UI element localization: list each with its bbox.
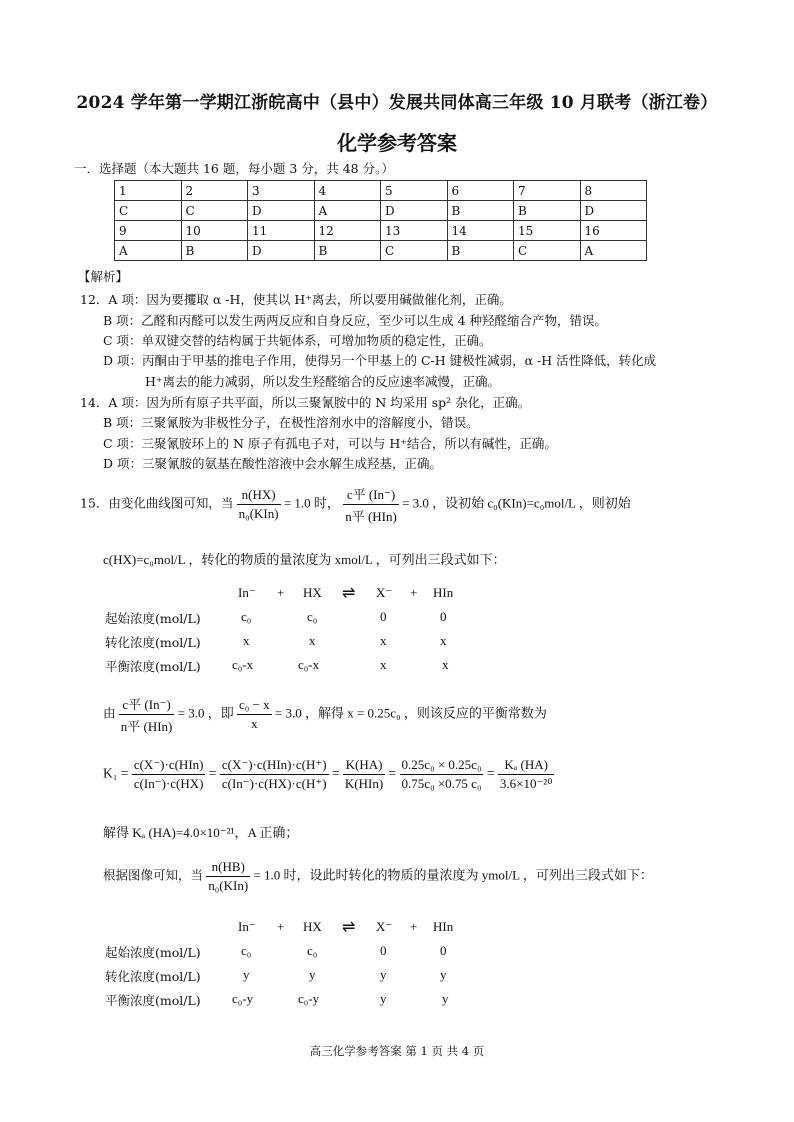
- question-number-cell: 12: [314, 221, 381, 241]
- ice-cell: y: [380, 991, 387, 1006]
- answer-table-answer-row: [115, 201, 647, 221]
- answer-cell: D: [248, 201, 315, 221]
- fraction-numerator: 0.25c₀ × 0.25c₀: [400, 757, 484, 775]
- answer-cell: B: [314, 241, 381, 261]
- question-number-cell: 14: [447, 221, 514, 241]
- answer-table-answer-row: [115, 241, 647, 261]
- ice-cell: x: [440, 633, 447, 648]
- fraction-denominator: n平 (HIn): [120, 719, 173, 734]
- q15-line-5: [103, 859, 653, 894]
- fraction-denominator: c(In⁻)·c(HX): [133, 776, 204, 791]
- answer-cell: B: [447, 201, 514, 221]
- ice-head: +: [410, 585, 418, 600]
- ice-cell: y: [440, 967, 447, 982]
- ice-row-label: 转化浓度(mol/L): [105, 635, 201, 650]
- answer-cell: B: [447, 241, 514, 261]
- fraction-denominator: n₀(KIn): [208, 878, 249, 893]
- analysis-label: 【解析】: [78, 269, 129, 284]
- k1-equation: [103, 757, 554, 792]
- k1-fraction-1: [132, 757, 206, 792]
- answer-cell: D: [580, 201, 647, 221]
- question-number-cell: 10: [181, 221, 248, 241]
- ice-cell: c₀: [241, 609, 252, 624]
- fraction-n-hb: [206, 859, 250, 894]
- fraction-n-hx: [237, 487, 281, 522]
- fraction-numerator: n(HX): [237, 487, 281, 505]
- answer-cell: B: [514, 201, 581, 221]
- answer-cell: B: [181, 241, 248, 261]
- answer-cell: A: [314, 201, 381, 221]
- equals-sign: =: [486, 765, 495, 781]
- ice-head: +: [410, 919, 418, 934]
- q12-line-d-cont: H⁺离去的能力减弱，所以发生羟醛缩合的反应速率减慢，正确。: [145, 374, 500, 389]
- question-number-cell: 15: [514, 221, 581, 241]
- answer-cell: D: [248, 241, 315, 261]
- document-subtitle: 化学参考答案: [337, 131, 457, 155]
- q12-line-d: D 项：丙酮由于甲基的推电子作用，使得另一个甲基上的 C-H 键极性减弱，α -H 活性降低，转化成: [103, 353, 657, 368]
- ice-cell: c₀: [307, 609, 318, 624]
- fraction-numerator: Kₐ (HA): [498, 757, 555, 775]
- ice-cell: 0: [440, 943, 447, 958]
- section-heading: 一．选择题（本大题共 16 题，每小题 3 分，共 48 分。）: [74, 161, 394, 176]
- q15-line-2: c(HX)=c₀mol/L ，转化的物质的量浓度为 xmol/L ，可列出三段式如下：: [103, 552, 506, 567]
- fraction-numerator: c₀ − x: [237, 697, 272, 715]
- k1-fraction-4: [400, 757, 484, 792]
- ice-table-2: [0, 919, 794, 1011]
- equals-text: = 3.0 ，设初始 c₀(KIn)=c₀mol/L ，则初始: [402, 495, 631, 511]
- question-number-cell: 2: [181, 181, 248, 201]
- ice-cell: x: [380, 657, 387, 672]
- ice-cell: x: [309, 633, 316, 648]
- ice-head: +: [277, 585, 285, 600]
- fraction-denominator: x: [251, 716, 258, 731]
- fraction-numerator: K(HA): [343, 757, 385, 775]
- q14-line-c: C 项：三聚氰胺环上的 N 原子有孤电子对，可以与 H⁺结合，所以有碱性，正确。: [103, 436, 557, 451]
- fraction-c0-x: [237, 697, 272, 732]
- q12-line-a: 12．A 项：因为要攫取 α -H，使其以 H⁺离去，所以要用碱做催化剂，正确。: [80, 292, 512, 307]
- ice-cell: c₀-y: [298, 991, 320, 1006]
- equals-sign: =: [388, 765, 397, 781]
- question-number-cell: 16: [580, 221, 647, 241]
- answer-cell: C: [181, 201, 248, 221]
- equals-sign: =: [331, 765, 340, 781]
- ice-head: HIn: [433, 585, 454, 600]
- text-intro: 根据图像可知，当: [103, 867, 204, 883]
- ice-cell: c₀: [307, 943, 318, 958]
- q15-line-1: [80, 484, 631, 525]
- ice-head: HIn: [433, 919, 454, 934]
- ice-head: In⁻: [238, 585, 256, 600]
- ice-row-label: 起始浓度(mol/L): [105, 611, 201, 626]
- ice-cell: c₀-x: [232, 657, 254, 672]
- ice-cell: x: [380, 633, 387, 648]
- q14-line-b: B 项：三聚氰胺为非极性分子，在极性溶剂水中的溶解度小，错误。: [103, 415, 479, 430]
- fraction-numerator: c(X⁻)·c(HIn)·c(H⁺): [220, 757, 329, 775]
- fraction-numerator: c(X⁻)·c(HIn): [132, 757, 206, 775]
- q14-line-d: D 项：三聚氰胺的氨基在酸性溶液中会水解生成羟基，正确。: [103, 456, 442, 471]
- solve-text: = 1.0 时，设此时转化的物质的量浓度为 ymol/L ，可列出三段式如下：: [253, 867, 653, 883]
- answer-cell: A: [580, 241, 647, 261]
- ice-head: HX: [303, 585, 322, 600]
- q12-line-c: C 项：单双键交替的结构属于共轭体系，可增加物质的稳定性，正确。: [103, 333, 492, 348]
- ice-head: HX: [303, 919, 322, 934]
- fraction-denominator: 0.75c₀ ×0.75 c₀: [401, 776, 482, 791]
- q12-line-b: B 项：乙醛和丙醛可以发生两两反应和自身反应，至少可以生成 4 种羟醛缩合产物，错误。: [103, 313, 608, 328]
- ice-cell: c₀: [241, 943, 252, 958]
- ice-cell: c₀-x: [298, 657, 320, 672]
- ice-cell: y: [243, 967, 250, 982]
- ice-head: In⁻: [238, 919, 256, 934]
- k1-fraction-5: [498, 757, 555, 792]
- fraction-numerator: n(HB): [206, 859, 250, 877]
- equilibrium-arrow-icon: ⇌: [342, 919, 356, 936]
- ice-cell: c₀-y: [232, 991, 254, 1006]
- ice-cell: x: [442, 657, 449, 672]
- fraction-numerator: c平 (In⁻): [343, 484, 399, 505]
- equals-text: = 3.0 ，即: [177, 705, 234, 721]
- page-footer: 高三化学参考答案 第 1 页 共 4 页: [309, 1044, 485, 1058]
- question-number-cell: 11: [248, 221, 315, 241]
- ice-cell: 0: [380, 609, 387, 624]
- text-you: 由: [103, 705, 116, 721]
- answer-cell: A: [115, 241, 182, 261]
- question-number-cell: 4: [314, 181, 381, 201]
- fraction-denominator: 3.6×10⁻²⁰: [499, 776, 553, 791]
- question-number-cell: 13: [381, 221, 448, 241]
- answer-table-number-row: [115, 181, 647, 201]
- fraction-numerator: c平 (In⁻): [119, 694, 175, 715]
- equilibrium-arrow-icon: ⇌: [342, 585, 356, 602]
- fraction-c-in: [119, 694, 175, 735]
- question-number-cell: 1: [115, 181, 182, 201]
- question-number-cell: 6: [447, 181, 514, 201]
- answer-cell: D: [381, 201, 448, 221]
- ice-cell: x: [243, 633, 250, 648]
- q14-line-a: 14．A 项：因为所有原子共平面，所以三聚氰胺中的 N 均采用 sp² 杂化，正确。: [80, 395, 531, 410]
- answer-table: [114, 180, 647, 261]
- ice-table-1: [0, 585, 794, 677]
- document-title: 2024 学年第一学期江浙皖高中（县中）发展共同体高三年级 10 月联考（浙江卷）: [76, 93, 718, 113]
- k1-fraction-2: [220, 757, 329, 792]
- ice-head: +: [277, 919, 285, 934]
- equals-text: = 1.0 时，: [283, 495, 340, 511]
- ice-head: X⁻: [376, 585, 393, 600]
- answer-cell: C: [115, 201, 182, 221]
- ice-cell: y: [442, 991, 449, 1006]
- fraction-denominator: n平 (HIn): [345, 509, 397, 524]
- fraction-denominator: c(In⁻)·c(HX)·c(H⁺): [221, 776, 327, 791]
- question-number-cell: 9: [115, 221, 182, 241]
- q15-line-3: [103, 694, 547, 735]
- q15-intro-text: 15．由变化曲线图可知，当: [80, 495, 234, 511]
- answer-cell: C: [514, 241, 581, 261]
- k1-label: K₁ =: [103, 765, 129, 781]
- equals-sign: =: [208, 765, 217, 781]
- answer-table-number-row: [115, 221, 647, 241]
- ice-cell: 0: [380, 943, 387, 958]
- question-number-cell: 8: [580, 181, 647, 201]
- ice-cell: y: [309, 967, 316, 982]
- question-number-cell: 3: [248, 181, 315, 201]
- ice-row-label: 起始浓度(mol/L): [105, 945, 201, 960]
- ice-cell: y: [380, 967, 387, 982]
- ice-row-label: 转化浓度(mol/L): [105, 969, 201, 984]
- fraction-denominator: K(HIn): [344, 776, 384, 791]
- ice-row-label: 平衡浓度(mol/L): [105, 659, 201, 674]
- answer-cell: C: [381, 241, 448, 261]
- solve-text: = 3.0 ，解得 x = 0.25c₀ ，则该反应的平衡常数为: [274, 705, 547, 721]
- q15-line-4: 解得 Kₐ (HA)=4.0×10⁻²¹，A 正确；: [103, 825, 299, 840]
- ice-head: X⁻: [376, 919, 393, 934]
- ice-cell: 0: [440, 609, 447, 624]
- fraction-denominator: n₀(KIn): [238, 506, 279, 521]
- question-number-cell: 5: [381, 181, 448, 201]
- ice-row-label: 平衡浓度(mol/L): [105, 993, 201, 1008]
- fraction-c-in: [343, 484, 399, 525]
- k1-fraction-3: [343, 757, 385, 792]
- question-number-cell: 7: [514, 181, 581, 201]
